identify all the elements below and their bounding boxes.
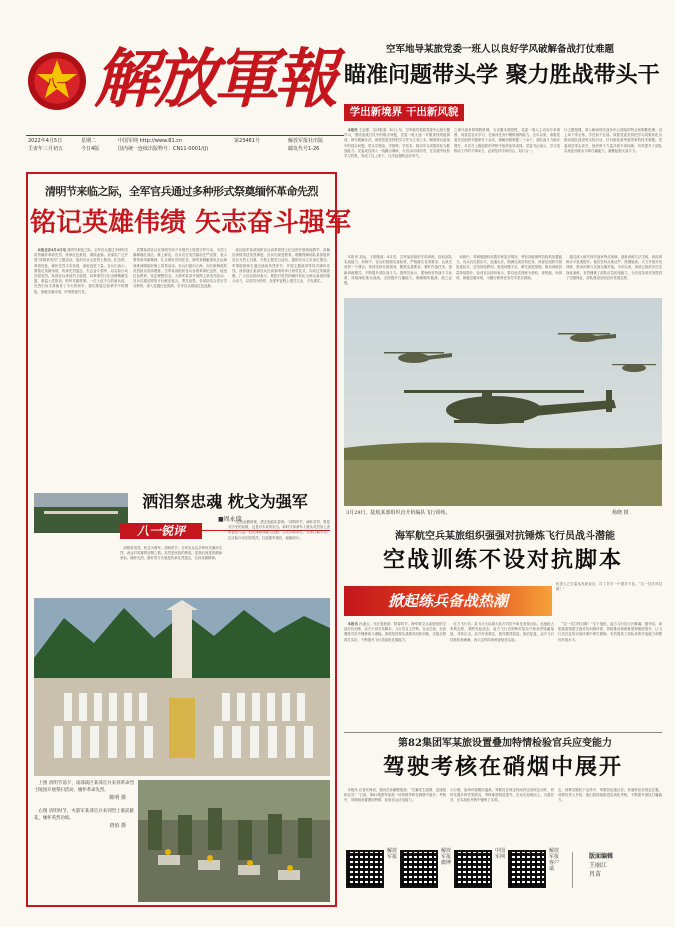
commentary-column-logo: [120, 523, 202, 539]
top-story-headline: 瞄准问题带头学 聚力胜战带头干: [344, 63, 660, 88]
website-link[interactable]: 中国军网 http://www.81.cn: [118, 138, 183, 144]
photo-2-credit: 唐佰 摄: [109, 823, 126, 829]
main-story-col-3: 战区陆军某部组织官兵到革命烈士纪念馆开展现地教学，讲解员深情讲述英烈事迹，官兵们深受教育。联勤保障部队某部组织官兵为烈士扫墓，开展主题党日活动，激励官兵立足岗位建功。军事院校师生通过诵读英烈家书、开展主题演讲等形式缅怀先烈。西部战区某部官兵在高原哨所举行祭奠仪式，向戍边英雄致敬。广大官兵纷纷表示，要把对英烈的缅怀转化为练兵备战的强大动力，以英烈为榜样，在强军征程上建功立业，不负重托。: [232, 248, 330, 284]
right-story-col-1: 本报讯 刘达、王明报道：4月初，空军某部组织专项训练，检验部队实战能力。训练中，官兵们按照实战标准，严格落实各项要求，认真完成每一个课目。该部坚持以战领训，聚焦实战要求，紧盯作战任务，创新训练模式，不断提升部队战斗力。指挥员表示，要始终坚持战斗力标准，持续深化练兵备战，全面提升打赢能力，确保随时能战、战之必胜。: [344, 255, 452, 286]
top-story-body-3: 行主题授课，深入解读现代战争中心理战的特点和制胜机理。以上率下带全体，学在前干在前。该旅党委坚持把学习成果转化为推动部队建设的实际行动，针对新装备列装带来的技术难题，党委成员带头攻关，组织骨干力量开展专项训练，有效提升了部队实战化训练水平和打赢能力，凝聚起强大战斗力。: [564, 128, 662, 153]
army-story-kicker: 第82集团军某旅设置叠加特情检验官兵应变能力: [398, 738, 612, 749]
top-story-body-2: 之现代战争的制胜机理，为克服本领恐慌，党委一班人主动向专家请教，向基层官兵学习，在演训任务中锤炼指挥能力。去年以来，该旅党委先后组织专题研讨十余次，破解训练难题二十余个，部队战斗力稳步提升，多次在上级组织的考核中取得优异成绩。党委书记表示，学习是推动工作的不竭动力，必须坚持学用结合、知行合一。: [454, 128, 560, 153]
army-story-col-1: 本报讯 记者安保成、通讯员孙鹏程报道：“右翼发生敌情，迅速组织应对！”日前，第82集团军某旅一场驾驶考核在硝烟中展开。考核中，导调组设置叠加特情，检验官兵应变能力。: [344, 788, 446, 803]
issue-number: 第23461号: [234, 138, 260, 144]
editor-title: 版面编辑: [589, 853, 614, 860]
svg-text:八一: 八一: [46, 77, 68, 90]
party-emblem-icon: [28, 52, 86, 110]
editor-name-2: 肖苗: [589, 871, 602, 878]
commentary-col-2: “一腔热血勤珍重，洒去犹能化碧涛。”清明时节，缅怀英烈，既是对历史的致敬，也是对未来的担当。新时代革命军人要从英烈身上汲取奋进力量，把英雄精神融入血脉，立足本职岗位，苦练打赢本领，以实际行动告慰英烈，扛起强军重任，砥砺前行。: [228, 520, 330, 540]
navy-story-headline: 空战训练不设对抗脚本: [382, 548, 623, 573]
qr-label-4: 解放军报客户端: [549, 848, 560, 872]
qr-label-2: 解放军报微博: [441, 848, 452, 866]
qr-label-3: 中国军网: [495, 848, 506, 860]
lunar-date: 壬寅年三月初五: [28, 146, 64, 152]
right-story-col-2: 训练中，导调组随机设置多种复杂情况，考验各级指挥员临机处置能力。官兵们沉着应对，迅速反应，圆满完成各项任务。该部还组织开展复盘检讨，总结经验教训，查找问题不足，研究改进措施，推动训练质量持续提升。参训官兵纷纷表示，要以此次训练为契机，查短板、补弱项，练就过硬本领，为履行使命任务打牢坚实基础。: [456, 255, 562, 280]
main-story-col-2: 武警某部官兵在清明节前夕开展烈士陵园守护行动，为烈士墓碑描红清洁，献上鲜花。官兵们在英烈墓前庄严宣誓，表示要传承英雄精神，扎实做好各项任务。海军某舰艇部队在远海训练间隙组织海上祭奠活动，官兵们面向大海，向长眠海底的英烈致以崇高敬意。空军某部组织官兵参观革命纪念馆，接受红色教育，坚定理想信念。火箭军某部开展网上祭英烈活动，官兵们通过网络平台献花留言，寄托哀思。各部队结合党史学习教育，深入挖掘红色资源，引导官兵赓续红色血脉。: [133, 248, 227, 289]
top-story-kicker: 空军地导某旅党委一班人以良好学风破解备战打仗难题: [385, 44, 614, 55]
column-label: 八一锐评: [136, 524, 185, 538]
photo-1-credit: 陈明 摄: [109, 795, 126, 801]
editor-name: 王丽江: [589, 862, 608, 869]
publisher: 解放军报社出版: [288, 138, 324, 144]
tomb-sweeping-photo: [138, 780, 330, 902]
commentary-col-1: 清明祭英烈，枕戈为强军。清明时节，全军官兵以多种形式缅怀先烈，表达对英雄的崇敬之情。英烈是民族的脊梁，是我们前进的精神坐标。缅怀先烈，最好的方式就是传承先烈遗志，弘扬英雄精神。: [120, 546, 222, 561]
qr-code-4[interactable]: [508, 850, 546, 888]
top-story-body-1: 本报讯 王志强、吴冲报道：4月上旬，空军地导某旅党委中心组专题学习，围绕备战打仗中的难点问题，党委一班人逐一对照查找短板弱项，研究破解办法。该旅党委坚持把学习作为立身之本，瞄准练兵备战中的现实问题，带头学理论、学指挥、学技术，推动学习成果转化为胜战能力。党委成员深入一线蹲点调研，与官兵同训同考，在实践中检验学习效果，形成了以上率下、比学赶超的良好风气。: [344, 128, 450, 159]
postal-code: 邮发代号1-26: [288, 146, 320, 152]
army-story-col-3: 击，指挥员随机下达命令，驾驶员迅速反应，快速机动至指定位置。该旅负责人介绍，他们将持续推进实战化考核，不断提升部队打赢能力。: [558, 788, 662, 803]
memorial-photo-main: [34, 598, 330, 776]
navy-story-col-1: 本报讯 孙凌云、马纪斐报道：阳春时节，海军航空兵某旅组织空战对抗训练，双方不设对抗脚本，飞行员自主决策、自由空战，在高强度对抗中锤炼战斗潜能。该旅坚持按实战要求组织训练，实施全程真打实抗，不断提升飞行员临机处置能力。: [344, 622, 446, 642]
qr-label-1: 解放军报: [387, 848, 398, 860]
weekday: 星期二: [81, 138, 97, 144]
commentary-author: ■周永瑞: [218, 516, 242, 523]
qr-code-1[interactable]: [346, 850, 384, 888]
army-story-headline: 驾驶考核在硝烟中展开: [382, 755, 623, 780]
commentary-headline: 洒泪祭忠魂 枕戈为强军: [142, 492, 308, 511]
main-story-col-1: 本报北京4月4日电 清明节来临之际，全军官兵通过多种形式祭奠缅怀革命先烈，传承红色基因，赓续血脉。各部队广泛开展“清明祭英烈”主题活动，组织官兵走进烈士陵园、纪念馆、革命旧址，缅怀先烈丰功伟绩，汲取奋进力量。官兵们表示，要铭记英雄伟绩，传承先烈遗志，矢志奋斗强军，以实际行动告慰英烈。某部官兵来到烈士陵园，向革命烈士纪念碑敬献花篮，重温入党誓词，聆听英雄故事。一位入伍不久的新兵说，先烈们用生命换来了今天的和平，我们要接过前辈手中的钢枪，练就过硬本领，时刻准备打仗。: [34, 248, 128, 294]
page-count: 今日4版: [81, 146, 100, 152]
helicopter-photo: [344, 298, 662, 506]
top-story-banner: [344, 104, 464, 121]
main-story-headline: 铭记英雄伟绩 矢志奋斗强军: [30, 208, 352, 238]
qr-code-3[interactable]: [454, 850, 492, 888]
main-story-kicker: 清明节来临之际，全军官兵通过多种形式祭奠缅怀革命先烈: [45, 185, 318, 198]
navy-story-kicker: 海军航空兵某旅组织强强对抗锤炼飞行员战斗潜能: [395, 531, 615, 542]
banner-label: 学出新境界 干出新风貌: [349, 106, 459, 118]
training-banner: [344, 586, 552, 616]
newspaper-title: 解放軍報: [94, 42, 334, 117]
editor-box: [572, 852, 660, 888]
training-banner-label: 掀起练兵备战热潮: [387, 592, 508, 610]
right-story-col-3: 通过深入研究现代战争特点规律，创新训练方法手段，该部训练水平显著提升。他们坚持从难从严、按纲施训，大力开展对抗训练，推动训练与实战无缝对接。今年以来，该部已组织多次实战化演练，有效锤炼了部队应急应战能力，为完成各项任务提供了坚强保证，部队建设呈现良好发展态势。: [566, 255, 662, 280]
memorial-photo-top: [34, 493, 128, 533]
qr-code-2[interactable]: [400, 850, 438, 888]
issue-date: 2022年4月5日: [28, 138, 63, 144]
navy-story-col-3: “这一仗打得过瘾！”走下战机，蓝方飞行员大汗淋漓。据介绍，该旅探索构建空战对抗训练体系，持续推动训练难度和强度提升，让飞行员在近似实战环境中摔打磨砺，有效提高了部队体系作战能力和整体作战水平。: [558, 622, 662, 642]
navy-story-col-2: 红方飞行员、某飞行大队副大队长对抗中率先发现目标，迅速抢占有利态势，果断发起攻击。蓝方飞行员则利用复杂气象条件隐蔽接敌，寻机反击，双方你来我往，展开激烈较量。战后复盘，双方飞行员都收获满满，表示这样的训练更贴近实战。: [450, 622, 554, 642]
army-story-col-2: 大行驶，战场环境模拟逼真。驾驶员在规定时间内完成规定动作，同时处置多种突发情况，考核难度明显提升。官兵们迎难而上，沉着应对，在实战化考核中锤炼了本领。: [450, 788, 554, 803]
helicopter-credit: 杨晓 摄: [612, 510, 629, 516]
photo-caption-block: 上图 清明节前夕，南部战区某部官兵来到革命烈士陵园开展祭扫活动，缅怀革命先烈。 陈明 摄 右图 清明时节，火箭军某部官兵来到烈士墓前献花，缅怀英烈功绩。 唐佰 摄: [34, 781, 134, 829]
masthead-info-bar: [26, 135, 344, 161]
cn-number: 国内统一连续出版物号：CN11-0001/(J): [118, 146, 209, 152]
army-story-top-rule: [344, 732, 662, 733]
helicopter-caption: 3月29日，陆航某部组织直升机编队飞行训练。: [346, 510, 451, 516]
navy-story-col-right-top: 机进入己方雷达发射盲区，打了对手一个措手不及。“这一仗打得过瘾！”: [556, 582, 662, 592]
